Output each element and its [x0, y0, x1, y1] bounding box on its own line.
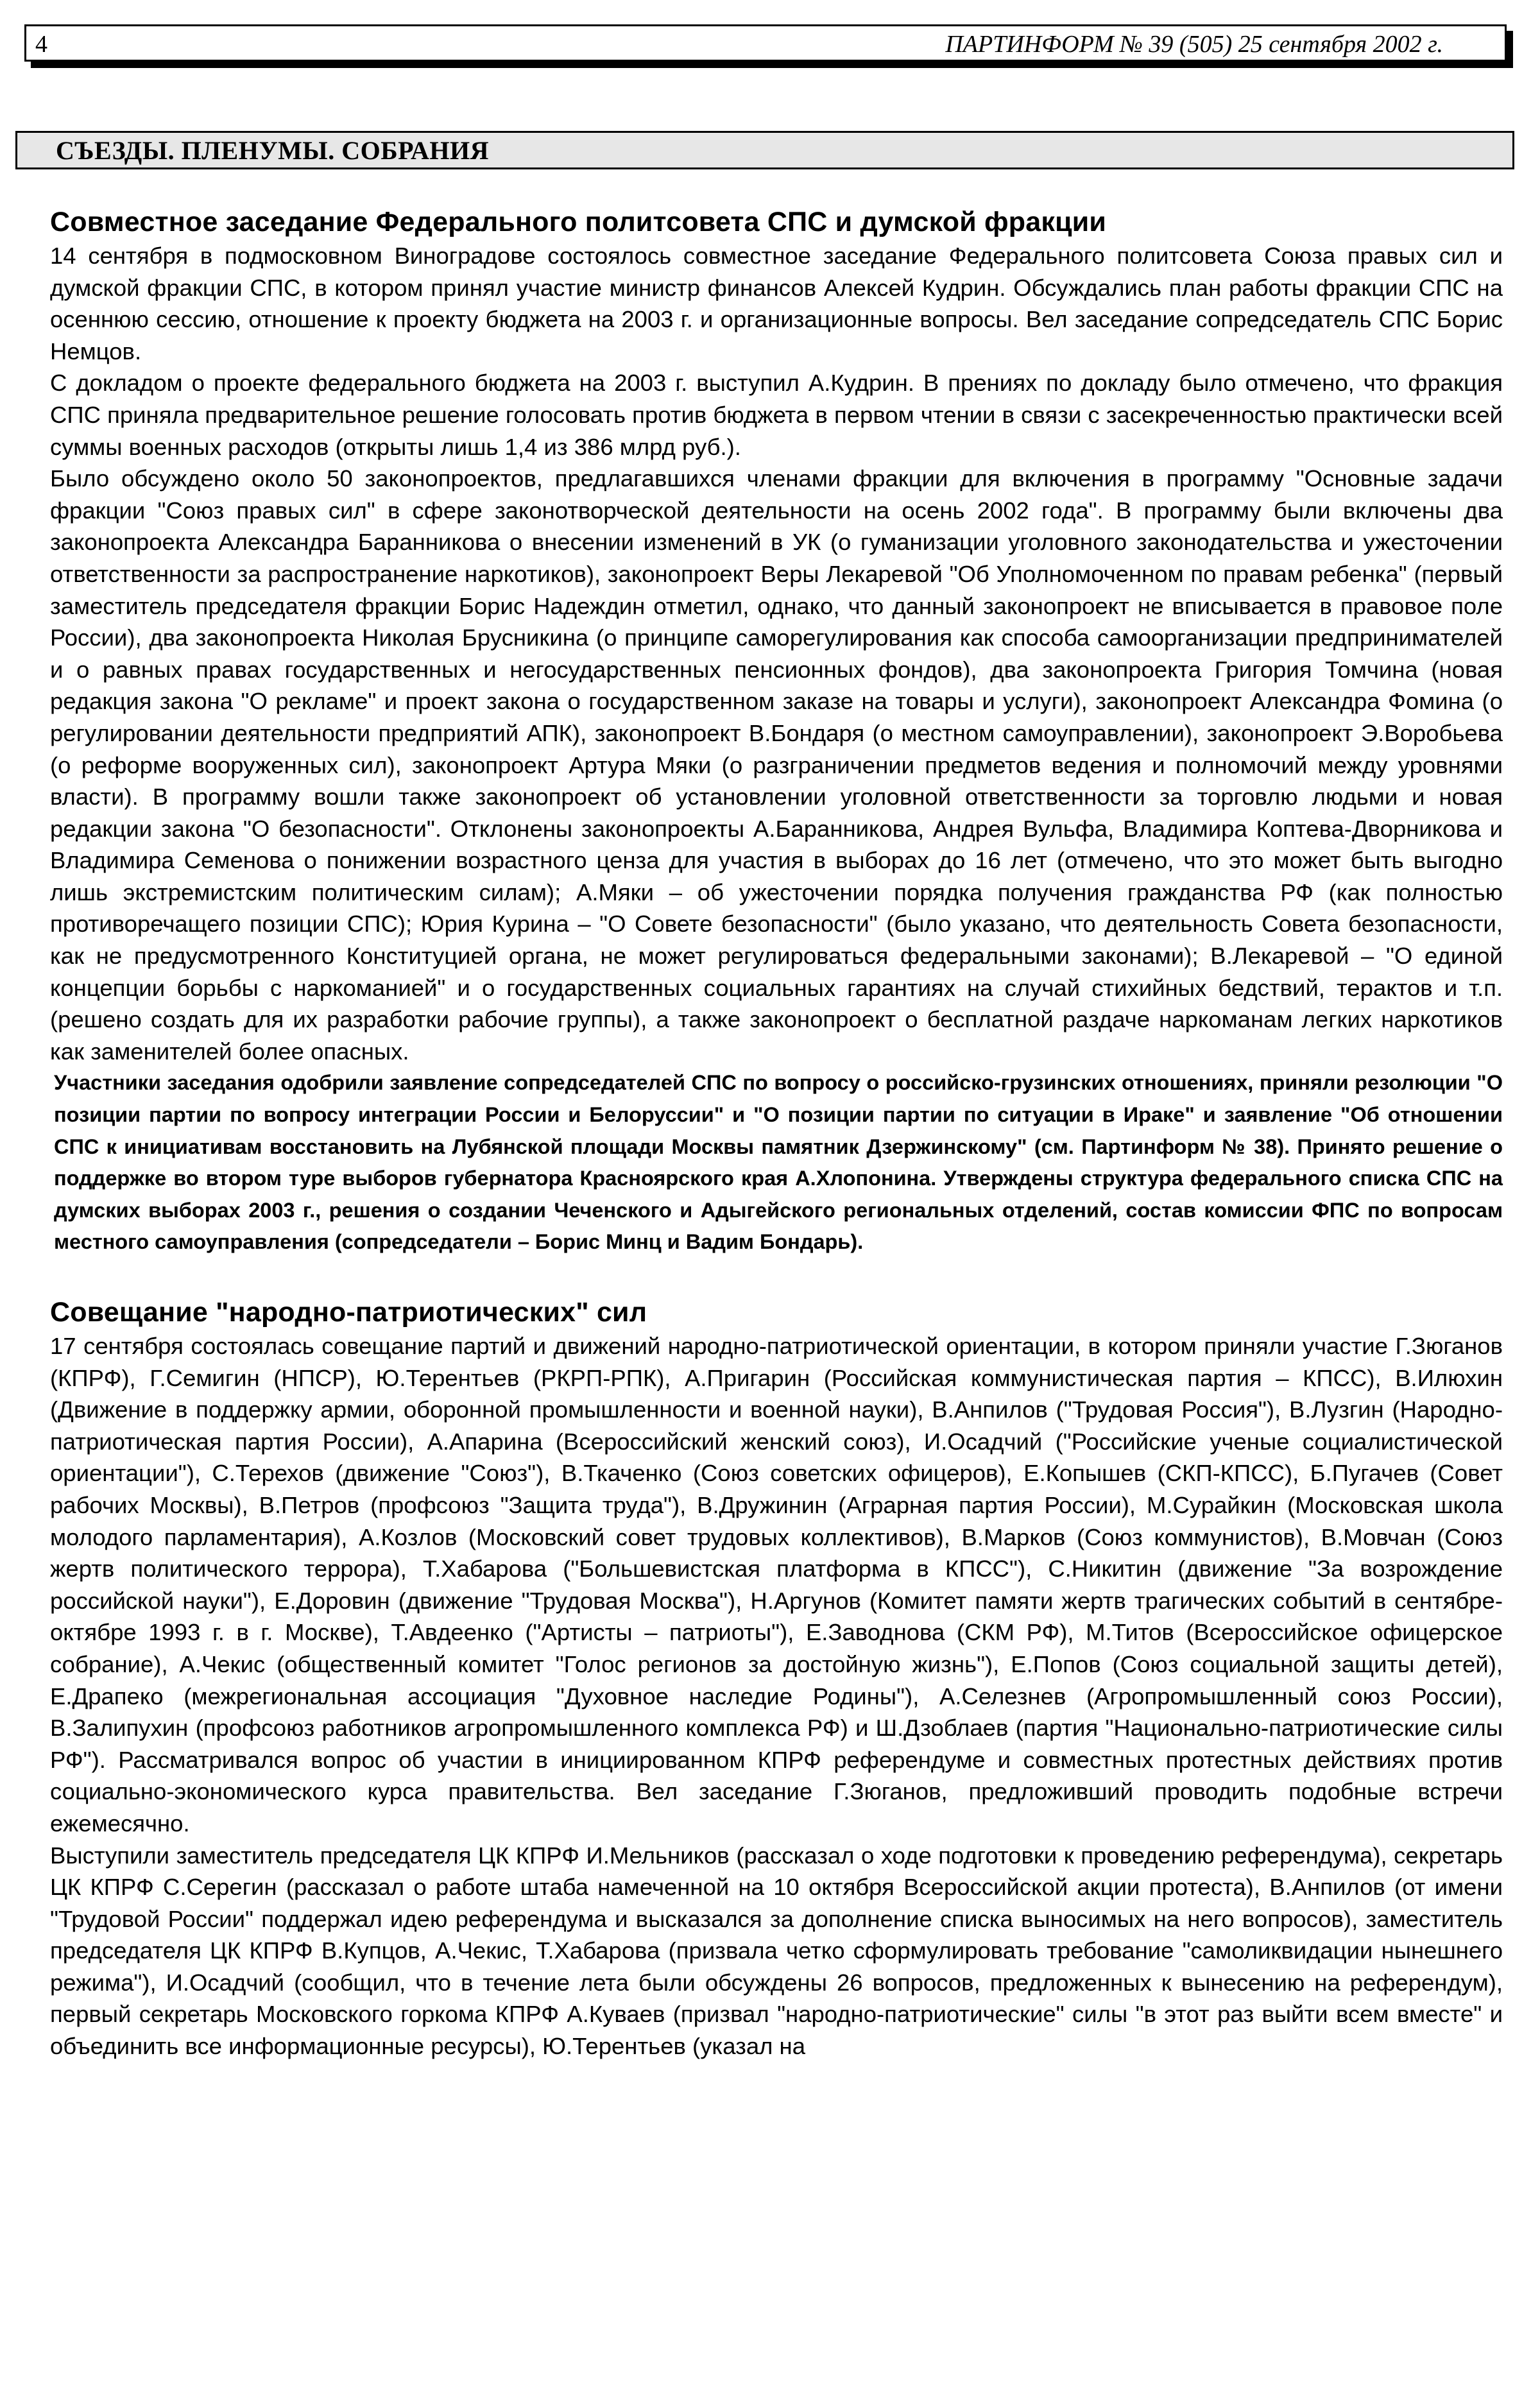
issue-info: ПАРТИНФОРМ № 39 (505) 25 сентября 2002 г. [945, 31, 1443, 58]
article-title: Совещание "народно-патриотических" сил [50, 1297, 647, 1328]
article-summary-paragraph: Участники заседания одобрили заявление сопредседателей СПС по вопросу о российско-грузинских отношениях, приняли резолюции "О позиции партии по вопросу интеграции России и Белоруссии" и "О позиции партии по ситуации в Ираке" и заявление "Об отношении СПС к инициативам восстановить на Лубянской площади Москвы памятник Дзержинскому" (см. Партинформ № 38). Принято решение о поддержке во втором туре выборов губернатора Красноярского края А.Хлопонина. Утверждены структура федерального списка СПС на думских выборах 2003 г., решения о создании Чеченского и Адыгейского региональных отделений, состав комиссии ФПС по вопросам местного самоуправления (сопредседатели – Борис Минц и Вадим Бондарь). [54, 1071, 1503, 1254]
page-number: 4 [35, 31, 47, 58]
page-header [24, 24, 1507, 62]
section-title: СЪЕЗДЫ. ПЛЕНУМЫ. СОБРАНИЯ [56, 136, 489, 165]
header-shadow [31, 62, 1513, 68]
article-title: Совместное заседание Федерального политсовета СПС и думской фракции [50, 207, 1107, 237]
section-bar [15, 131, 1514, 169]
article-paragraph: Выступили заместитель председателя ЦК КПРФ И.Мельников (рассказал о ходе подготовки к проведению референдума), секретарь ЦК КПРФ С.Серегин (рассказал о работе штаба намеченной на 10 октября Всероссийской акции протеста), В.Анпилов (от имени "Трудовой России" поддержал идею референдума и высказался за дополнение списка выносимых на него вопросов), заместитель председателя ЦК КПРФ В.Купцов, А.Чекис, Т.Хабарова (призвала четко сформулировать требование "самоликвидации нынешнего режима"), И.Осадчий (сообщил, что в течение лета были обсуждены 26 вопросов, предложенных к вынесению на референдум), первый секретарь Московского горкома КПРФ А.Куваев (призвал "народно-патриотические" силы "в этот раз выйти всем вместе" и объединить все информационные ресурсы), Ю.Терентьев (указал на [50, 1842, 1503, 2060]
article-column [50, 204, 1503, 2062]
article-paragraph: С докладом о проекте федерального бюджета на 2003 г. выступил А.Кудрин. В прениях по докладу было отмечено, что фракция СПС приняла предварительное решение голосовать против бюджета в первом чтении в связи с засекреченностью практически всей суммы военных расходов (открыты лишь 1,4 из 386 млрд руб.). [50, 370, 1503, 460]
header-shadow-right [1507, 31, 1513, 68]
article-paragraph: 17 сентября состоялась совещание партий и движений народно-патриотической ориентации, в котором приняли участие Г.Зюганов (КПРФ), Г.Семигин (НПСР), Ю.Терентьев (РКРП-РПК), А.Пригарин (Российская коммунистическая партия – КПСС), В.Илюхин (Движение в поддержку армии, оборонной промышленности и военной науки), В.Анпилов ("Трудовая Россия"), В.Лузгин (Народно-патриотическая партия России), А.Апарина (Всероссийский женский союз), И.Осадчий ("Российские ученые социалистической ориентации"), С.Терехов (движение "Союз"), В.Ткаченко (Союз советских офицеров), Е.Копышев (СКП-КПСС), Б.Пугачев (Совет рабочих Москвы), В.Петров (профсоюз "Защита труда"), В.Дружинин (Аграрная партия России), М.Сурайкин (Московская школа молодого парламентария), А.Козлов (Московский совет трудовых коллективов), В.Марков (Союз коммунистов), В.Мовчан (Союз жертв политического террора), Т.Хабарова ("Большевистская платформа в КПСС"), С.Никитин (движение "За возрождение российской науки"), Е.Доровин (движение "Трудовая Москва"), Н.Аргунов (Комитет памяти жертв трагических событий в сентябре-октябре 1993 г. в г. Москве), Т.Авдеенко ("Артисты – патриоты"), Е.Заводнова (СКМ РФ), М.Титов (Всероссийское офицерское собрание), А.Чекис (общественный комитет "Голос регионов за достойную жизнь"), Е.Попов (Союз социальной защиты детей), Е.Драпеко (межрегиональная ассоциация "Духовное наследие Родины"), А.Селезнев (Агропромышленный союз России), В.Залипухин (профсоюз работников агропромышленного комплекса РФ) и Ш.Дзоблаев (партия "Национально-патриотические силы РФ"). Рассматривался вопрос об участии в инициированном КПРФ референдуме и совместных протестных действиях против социально-экономического курса правительства. Вел заседание Г.Зюганов, предложивший проводить подобные встречи ежемесячно. [50, 1333, 1503, 1837]
article-paragraph: 14 сентября в подмосковном Виноградове состоялось совместное заседание Федерального политсовета Союза правых сил и думской фракции СПС, в котором принял участие министр финансов Алексей Кудрин. Обсуждались план работы фракции СПС на осеннюю сессию, отношение к проекту бюджета на 2003 г. и организационные вопросы. Вел заседание сопредседатель СПС Борис Немцов. [50, 243, 1503, 364]
article-paragraph: Было обсуждено около 50 законопроектов, предлагавшихся членами фракции для включения в программу "Основные задачи фракции "Союз правых сил" в сфере законотворческой деятельности на осень 2002 года". В программу были включены два законопроекта Александра Баранникова о внесении изменений в УК (о гуманизации уголовного законодательства и ужесточении ответственности за распространение наркотиков), законопроект Веры Лекаревой "Об Уполномоченном по правам ребенка" (первый заместитель председателя фракции Борис Надеждин отметил, однако, что данный законопроект не вписывается в правовое поле России), два законопроекта Николая Брусникина (о принципе саморегулирования как способа самоорганизации предпринимателей и о равных правах государственных и негосударственных пенсионных фондов), два законопроекта Григория Томчина (новая редакция закона "О рекламе" и проект закона о государственном заказе на товары и услуги), законопроект Александра Фомина (о регулировании деятельности предприятий АПК), законопроект В.Бондаря (о местном самоуправлении), законопроект Э.Воробьева (о реформе вооруженных сил), законопроект Артура Мяки (о разграничении предметов ведения и полномочий между уровнями власти). В программу вошли также законопроект об установлении уголовной ответственности за торговлю людьми и новая редакции закона "О безопасности". Отклонены законопроекты А.Баранникова, Андрея Вульфа, Владимира Коптева-Дворникова и Владимира Семенова о понижении возрастного ценза для участия в выборах до 16 лет (отмечено, что это может быть выгодно лишь экстремистским политическим силам); А.Мяки – об ужесточении порядка получения гражданства РФ (как полностью противоречащего позиции СПС); Юрия Курина – "О Совете безопасности" (было указано, что деятельность Совета безопасности, как не предусмотренного Конституцией органа, не может регулироваться федеральными законами); В.Лекаревой – "О единой концепции борьбы с наркоманией" и о государственных социальных гарантиях на случай стихийных бедствий, терактов и т.п. (решено создать для их разработки рабочие группы), а также законопроект о бесплатной раздаче наркоманам легких наркотиков как заменителей более опасных. [50, 465, 1503, 1065]
